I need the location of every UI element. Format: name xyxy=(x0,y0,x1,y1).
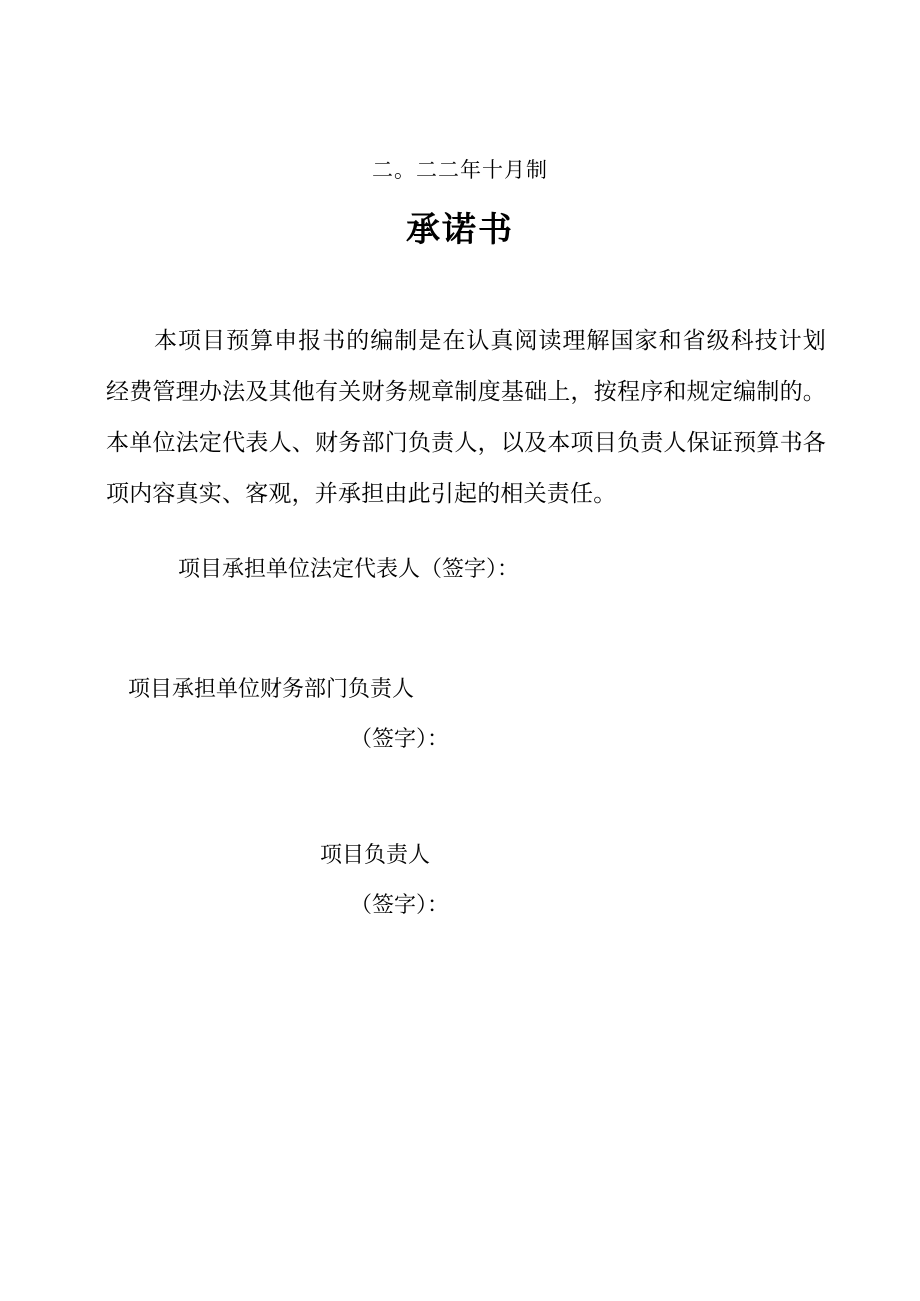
date-line: 二。二二年十月制 xyxy=(372,158,548,182)
commitment-paragraph: 本项目预算申报书的编制是在认真阅读理解国家和省级科技计划经费管理办法及其他有关财务规章制度基础上，按程序和规定编制的。本单位法定代表人、财务部门负责人，以及本项目负责人保证预算书各项内容真实、客观，并承担由此引起的相关责任。 xyxy=(106,328,826,507)
finance-head-label: 项目承担单位财务部门负责人 xyxy=(128,677,415,702)
legal-representative-signature-label: 项目承担单位法定代表人（签字）： xyxy=(178,557,520,582)
project-leader-label: 项目负责人 xyxy=(320,843,431,868)
page-title: 承诺书 xyxy=(406,210,514,250)
project-leader-signature-label: （签字）： xyxy=(350,893,450,918)
finance-head-signature-label: （签字）： xyxy=(350,727,450,752)
